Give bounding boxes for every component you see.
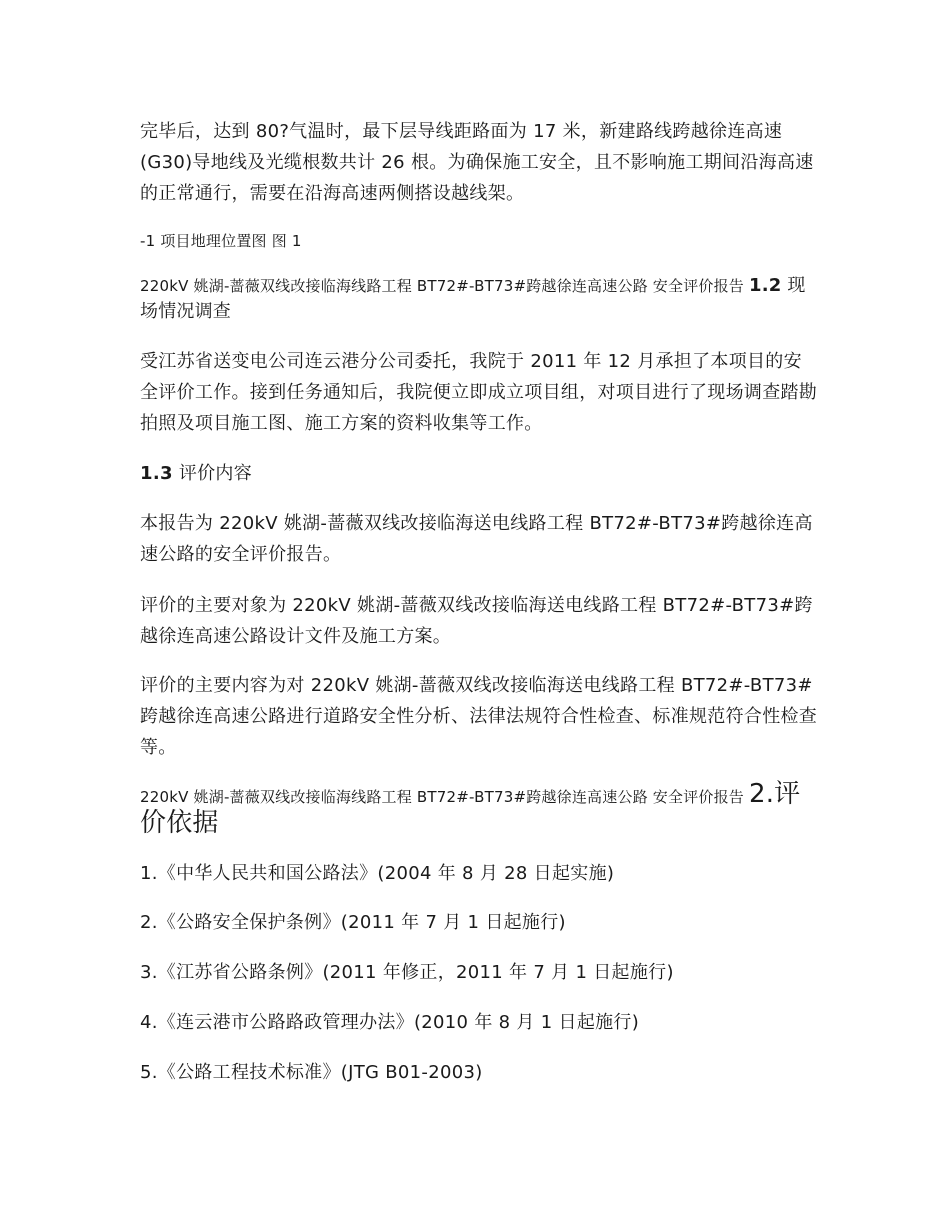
reference-item: 2.《公路安全保护条例》(2011 年 7 月 1 日起施行): [140, 912, 566, 933]
section-number: 1.2: [748, 275, 782, 296]
survey-paragraph: 受江苏省送变电公司连云港分公司委托，我院于 2011 年 12 月承担了本项目的安全评价工作。接到任务通知后，我院便立即成立项目组，对项目进行了现场调查踏勘拍照及项目施工图、施工方案的资料收集等工作。: [140, 351, 818, 434]
section-title: 评价内容: [172, 463, 253, 484]
reference-item: 4.《连云港市公路路政管理办法》(2010 年 8 月 1 日起施行): [140, 1012, 640, 1033]
running-header-1: [140, 273, 820, 325]
running-title: 220kV 姚湖-蔷薇双线改接临海线路工程 BT72#-BT73#跨越徐连高速公路 安全评价报告: [140, 277, 744, 295]
figure-caption: -1 项目地理位置图 图 1: [140, 232, 302, 250]
section-title: 2.评价依据: [140, 779, 801, 838]
reference-item: 5.《公路工程技术标准》(JTG B01-2003): [140, 1062, 483, 1083]
intro-paragraph: 完毕后，达到 80?气温时，最下层导线距路面为 17 米，新建路线跨越徐连高速(G30)导地线及光缆根数共计 26 根。为确保施工安全，且不影响施工期间沿海高速的正常通行，需要在沿海高速两侧搭设越线架。: [140, 121, 814, 204]
content-paragraph: 本报告为 220kV 姚湖-蔷薇双线改接临海送电线路工程 BT72#-BT73#跨越徐连高速公路的安全评价报告。: [140, 513, 813, 565]
running-title: 220kV 姚湖-蔷薇双线改接临海线路工程 BT72#-BT73#跨越徐连高速公路 安全评价报告: [140, 788, 744, 806]
section-number: 1.3: [140, 463, 173, 484]
running-header-2: [140, 781, 820, 839]
content-paragraph: 评价的主要对象为 220kV 姚湖-蔷薇双线改接临海送电线路工程 BT72#-BT73#跨越徐连高速公路设计文件及施工方案。: [140, 595, 813, 647]
section-title: 现场情况调查: [140, 275, 806, 322]
reference-item: 1.《中华人民共和国公路法》(2004 年 8 月 28 日起实施): [140, 863, 615, 884]
section-heading-1-3: [140, 458, 820, 489]
content-paragraph: 评价的主要内容为对 220kV 姚湖-蔷薇双线改接临海送电线路工程 BT72#-BT73#跨越徐连高速公路进行道路安全性分析、法律法规符合性检查、标准规范符合性检查等。: [140, 675, 818, 758]
reference-item: 3.《江苏省公路条例》(2011 年修正，2011 年 7 月 1 日起施行): [140, 962, 674, 983]
